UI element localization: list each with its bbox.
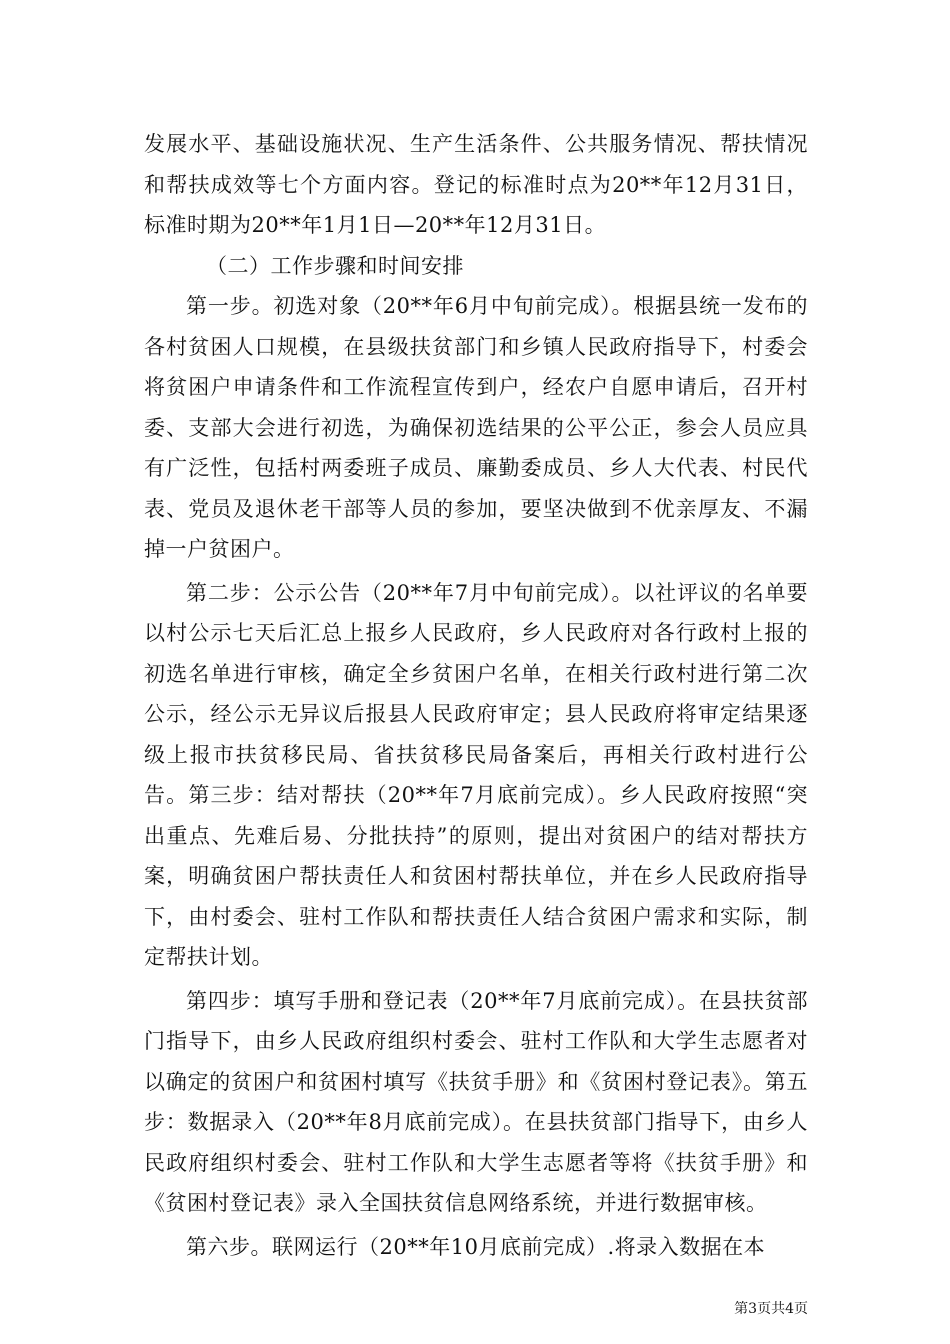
paragraph-continuation: 发展水平、基础设施状况、生产生活条件、公共服务情况、帮扶情况和帮扶成效等七个方面内容。登记的标准时点为20**年12月31日，标准时期为20**年1月1日—20**年12月31日。	[144, 132, 808, 237]
paragraph-step-one: 第一步。初选对象（20**年6月中旬前完成）。根据县统一发布的各村贫困人口规模，在县级扶贫部门和乡镇人民政府指导下，村委会将贫困户申请条件和工作流程宣传到户，经农户自愿申请后，召开村委、支部大会进行初选，为确保初选结果的公平公正，参会人员应具有广泛性，包括村两委班子成员、廉勤委成员、乡人大代表、村民代表、党员及退休老干部等人员的参加，要坚决做到不优亲厚友、不漏掉一户贫困户。	[144, 294, 808, 561]
paragraph-step-two-three: 第二步：公示公告（20**年7月中旬前完成）。以社评议的名单要以村公示七天后汇总上报乡人民政府，乡人民政府对各行政村上报的初选名单进行审核，确定全乡贫困户名单，在相关行政村进行第二次公示，经公示无异议后报县人民政府审定；县人民政府将审定结果逐级上报市扶贫移民局、省扶贫移民局备案后，再相关行政村进行公告。第三步：结对帮扶（20**年7月底前完成）。乡人民政府按照“突出重点、先难后易、分批扶持”的原则，提出对贫困户的结对帮扶方案，明确贫困户帮扶责任人和贫困村帮扶单位，并在乡人民政府指导下，由村委会、驻村工作队和帮扶责任人结合贫困户需求和实际，制定帮扶计划。	[144, 580, 808, 969]
paragraph-step-six: 第六步。联网运行（20**年10月底前完成）.将录入数据在本	[186, 1234, 766, 1259]
page-number: 第3页共4页	[734, 1301, 808, 1317]
section-heading: （二）工作步骤和时间安排	[206, 253, 464, 278]
document-body	[144, 124, 808, 1267]
paragraph-step-four-five: 第四步：填写手册和登记表（20**年7月底前完成）。在县扶贫部门指导下，由乡人民政府组织村委会、驻村工作队和大学生志愿者对以确定的贫困户和贫困村填写《扶贫手册》和《贫困村登记表》。第五步：数据录入（20**年8月底前完成）。在县扶贫部门指导下，由乡人民政府组织村委会、驻村工作队和大学生志愿者等将《扶贫手册》和《贫困村登记表》录入全国扶贫信息网络系统，并进行数据审核。	[144, 988, 808, 1215]
